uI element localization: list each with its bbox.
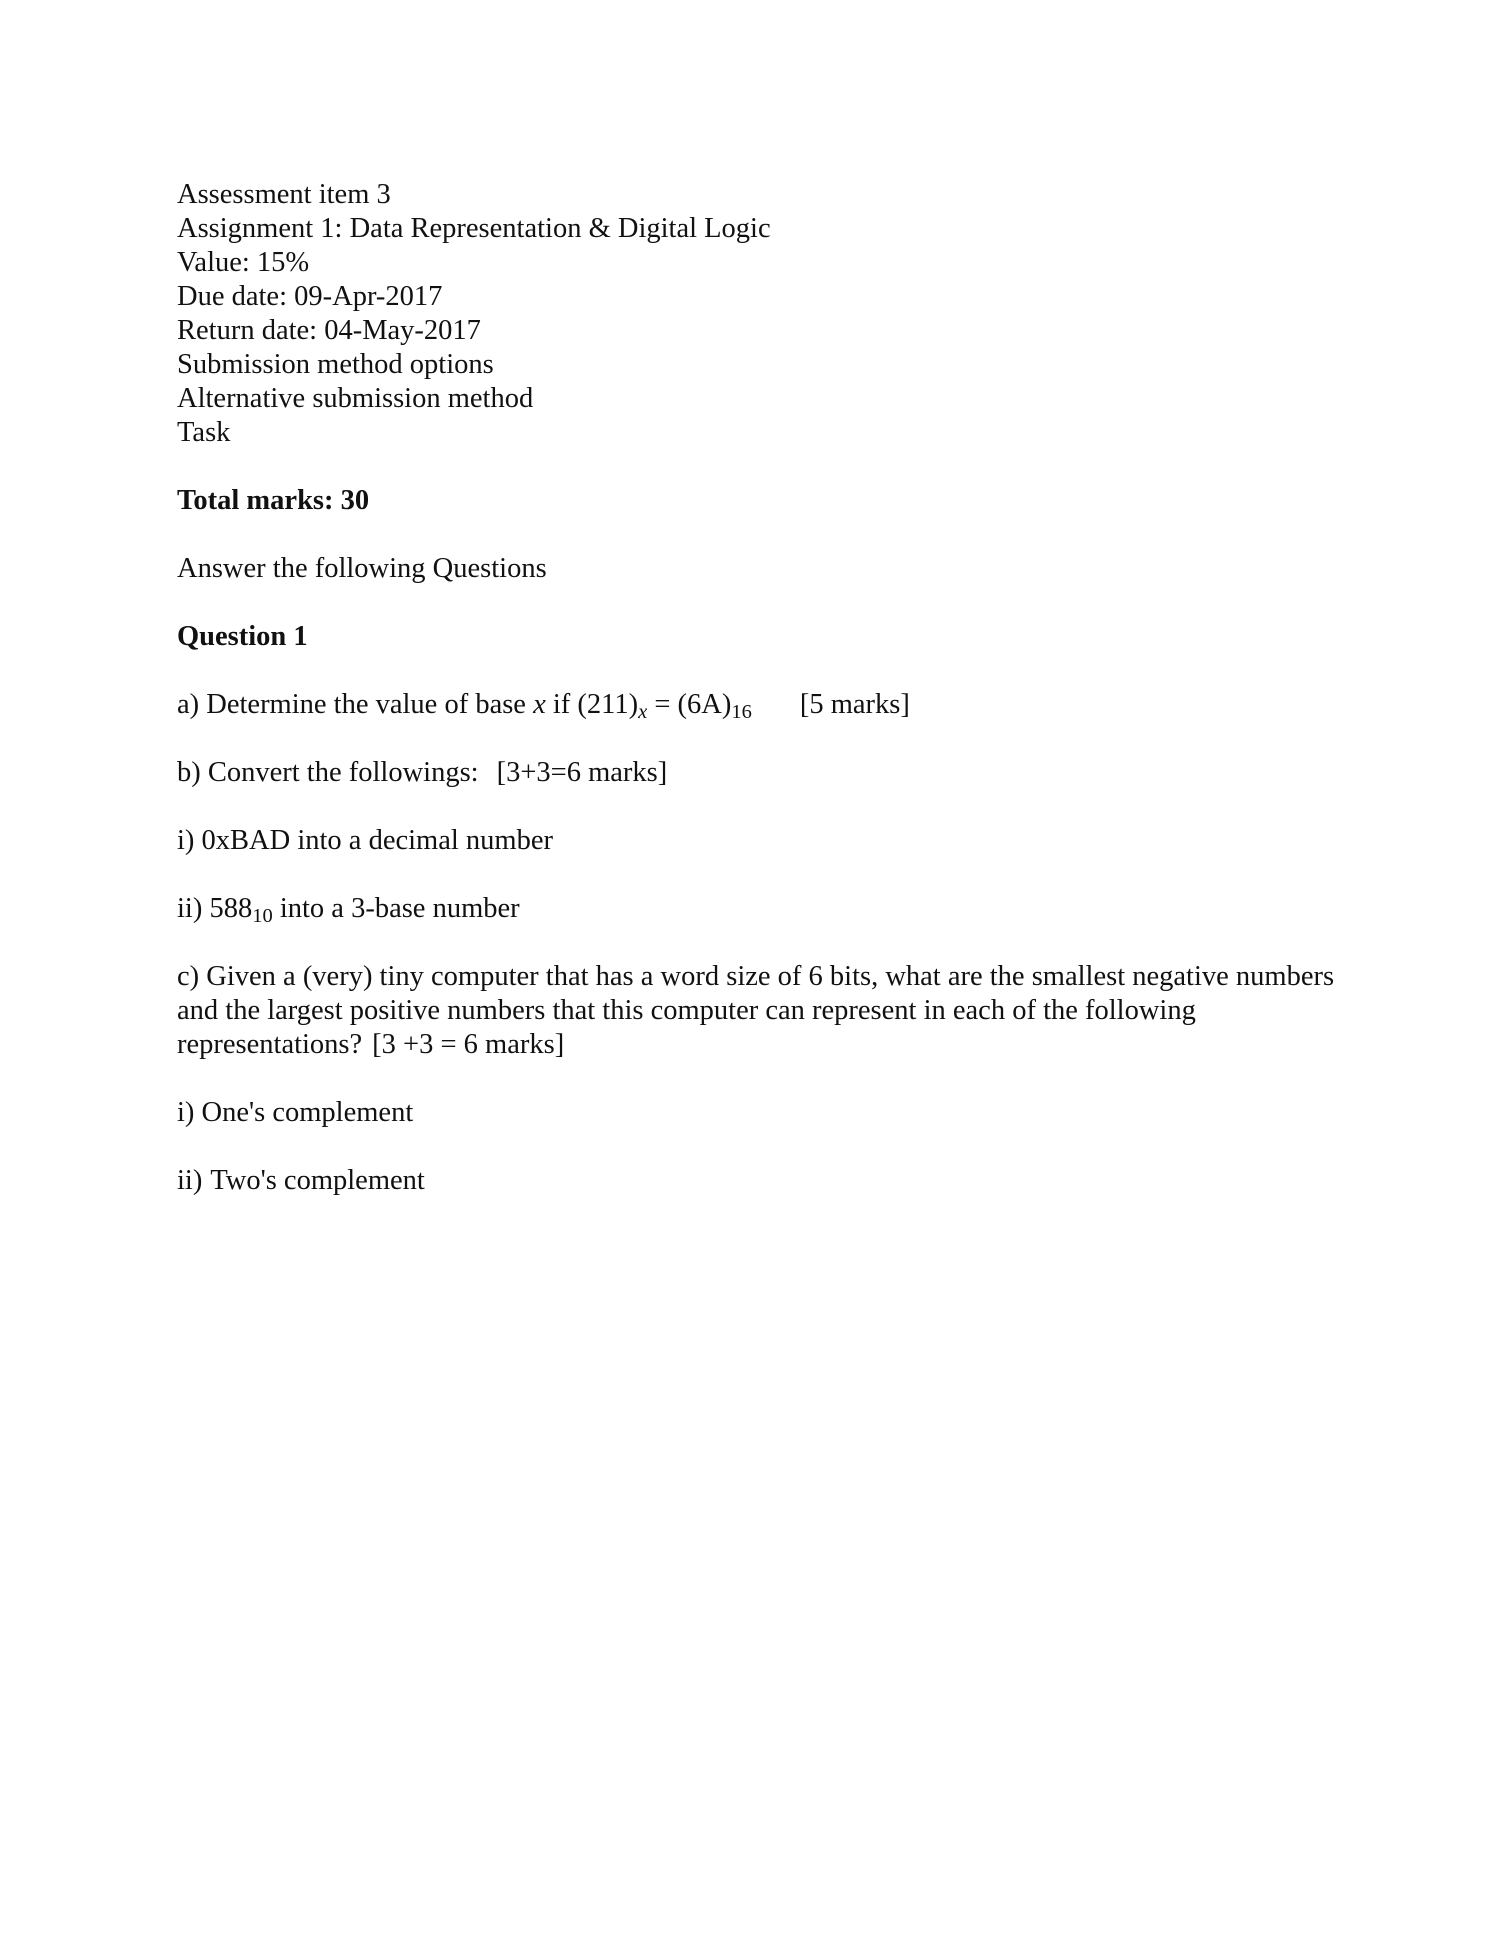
question-1b <box>177 756 1357 790</box>
question-1c <box>177 960 1357 1062</box>
assessment-item: Assessment item 3 <box>177 179 391 210</box>
question-1c-ii-text: Two's complement <box>210 1165 425 1196</box>
question-1-heading: Question 1 <box>177 621 308 652</box>
question-1a-mid: if (211) <box>545 689 639 720</box>
spacer <box>177 654 1357 688</box>
instructions: Answer the following Questions <box>177 553 547 584</box>
spacer <box>177 450 1357 484</box>
task-label: Task <box>177 417 231 448</box>
question-1b-i: i) 0xBAD into a decimal number <box>177 825 553 856</box>
question-1c-ii-label: ii) <box>177 1165 203 1196</box>
spacer <box>177 1062 1357 1096</box>
question-1b-ii <box>177 892 1357 926</box>
spacer <box>177 586 1357 620</box>
question-1b-ii-suffix: into a 3-base number <box>272 893 520 924</box>
alternative-submission: Alternative submission method <box>177 383 534 414</box>
question-1a-var-x: x <box>533 689 546 720</box>
return-date: Return date: 04-May-2017 <box>177 315 481 346</box>
question-1b-marks: [3+3=6 marks] <box>496 757 668 788</box>
question-1b-text: b) Convert the followings: <box>177 757 479 788</box>
question-1a-sub-16: 16 <box>731 701 752 724</box>
document-content <box>177 178 1357 1198</box>
question-1a-marks: [5 marks] <box>799 689 910 720</box>
spacer <box>177 858 1357 892</box>
spacer <box>177 722 1357 756</box>
due-date: Due date: 09-Apr-2017 <box>177 281 443 312</box>
question-1a <box>177 688 1357 722</box>
spacer <box>177 1130 1357 1164</box>
spacer <box>177 518 1357 552</box>
question-1a-sub-x: x <box>638 701 648 724</box>
submission-options: Submission method options <box>177 349 494 380</box>
assignment-value: Value: 15% <box>177 247 310 278</box>
question-1b-ii-sub: 10 <box>252 905 273 928</box>
question-1a-prefix: a) Determine the value of base <box>177 689 534 720</box>
total-marks: Total marks: 30 <box>177 485 370 516</box>
question-1c-marks: [3 +3 = 6 marks] <box>372 1029 565 1060</box>
question-1c-i: i) One's complement <box>177 1097 414 1128</box>
question-1a-equals: = (6A) <box>647 689 732 720</box>
spacer <box>177 790 1357 824</box>
question-1b-ii-prefix: ii) 588 <box>177 893 253 924</box>
spacer <box>177 926 1357 960</box>
question-1c-text: c) Given a (very) tiny computer that has a word size of 6 bits, what are the smallest negative numbers and the largest positive numbers that this computer can represent in each of the following representations? <box>177 961 1335 1060</box>
question-1c-ii <box>177 1164 1357 1198</box>
assignment-title: Assignment 1: Data Representation & Digital Logic <box>177 213 771 244</box>
